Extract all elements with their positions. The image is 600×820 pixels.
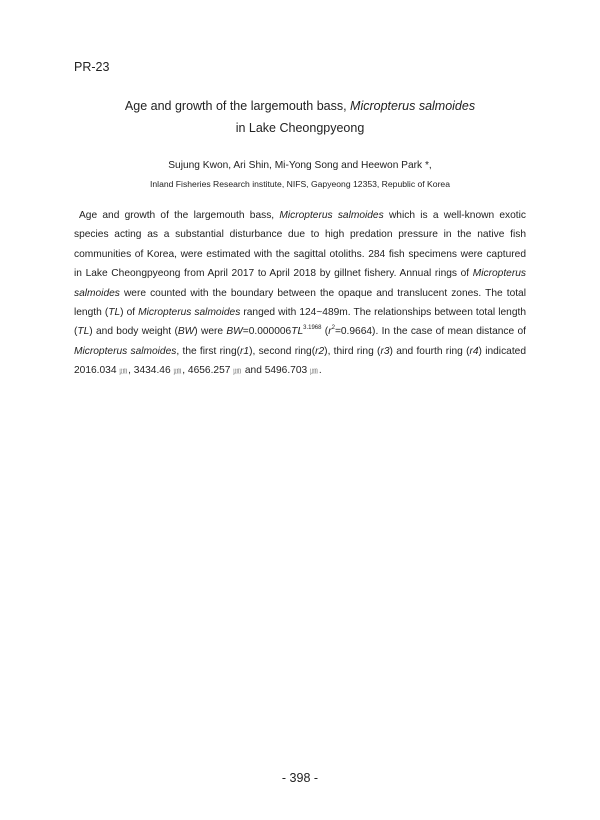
ring-r4: r4 — [469, 345, 479, 357]
title-line2: in Lake Cheongpyeong — [235, 121, 365, 135]
abstract-text: which is a well-known exotic species acting as a substantial disturbance due to high predation pressure in the native fish communities of Korea, were estimated with the sagittal otoliths. 284 fish specimens were captured in Lake Cheongpyeong from April 2017 to April 2018 by gillnet fishery. Annual rings of — [74, 210, 526, 280]
unit-micrometer: ㎛ — [119, 366, 129, 376]
abstract-text: Age and growth of the largemouth bass, — [79, 210, 280, 221]
affiliation: Inland Fisheries Research institute, NIFS, Gapyeong 12353, Republic of Korea — [150, 179, 450, 189]
abstract-text: , 3434.46 — [128, 365, 174, 377]
abstract-text: , the first ring( — [176, 345, 241, 357]
species-name: Micropterus salmoides — [74, 345, 177, 357]
page-number: - 398 - — [281, 771, 319, 785]
abstract — [74, 206, 526, 381]
abstract-text: ) of — [120, 307, 139, 319]
variable-tl: TL — [291, 326, 304, 338]
paper-title — [0, 95, 600, 139]
abstract-text: , 4656.257 — [182, 365, 234, 377]
abstract-text: . — [318, 365, 322, 377]
r-exponent: 2 — [331, 325, 335, 332]
author-list: Sujung Kwon, Ari Shin, Mi-Yong Song and Heewon Park *, — [168, 160, 432, 171]
abstract-text: =0.000006 — [242, 326, 292, 338]
abstract-text: ) were — [194, 326, 227, 338]
unit-micrometer: ㎛ — [310, 366, 319, 376]
ring-r3: r3 — [380, 345, 390, 357]
variable-bw: BW — [177, 326, 195, 338]
title-text: Age and growth of the largemouth bass, — [124, 99, 351, 113]
species-name: Micropterus salmoides — [74, 268, 526, 299]
ring-r1: r1 — [240, 345, 250, 357]
variable-bw: BW — [226, 326, 243, 338]
species-name: Micropterus salmoides — [279, 210, 384, 221]
ring-r2: r2 — [315, 345, 325, 357]
exponent: 3.1968 — [303, 325, 322, 332]
abstract-text: ) and fourth ring ( — [389, 345, 470, 357]
abstract-text: ranged with 124~489m. The relationships between total length ( — [74, 307, 526, 338]
abstract-text: and 5496.703 — [242, 365, 311, 377]
abstract-text: =0.9664). In the case of mean distance of — [334, 326, 526, 338]
variable-tl: TL — [108, 307, 121, 319]
unit-micrometer: ㎛ — [233, 366, 243, 376]
paper-code: PR-23 — [74, 60, 110, 74]
abstract-text: ) and body weight ( — [89, 326, 178, 338]
variable-r: r — [328, 326, 332, 338]
abstract-paragraph — [74, 206, 526, 381]
abstract-text: ) indicated 2016.034 — [74, 345, 526, 377]
abstract-text: ( — [321, 326, 329, 338]
title-species: Micropterus salmoides — [350, 99, 476, 113]
abstract-text: ), second ring( — [249, 345, 316, 357]
abstract-text: were counted with the boundary between the opaque and translucent zones. The total length ( — [74, 287, 526, 319]
unit-micrometer: ㎛ — [173, 366, 183, 376]
author-block — [0, 156, 600, 194]
variable-tl: TL — [77, 326, 90, 338]
abstract-text: ), third ring ( — [324, 345, 381, 357]
species-name: Micropterus salmoides — [138, 307, 241, 319]
